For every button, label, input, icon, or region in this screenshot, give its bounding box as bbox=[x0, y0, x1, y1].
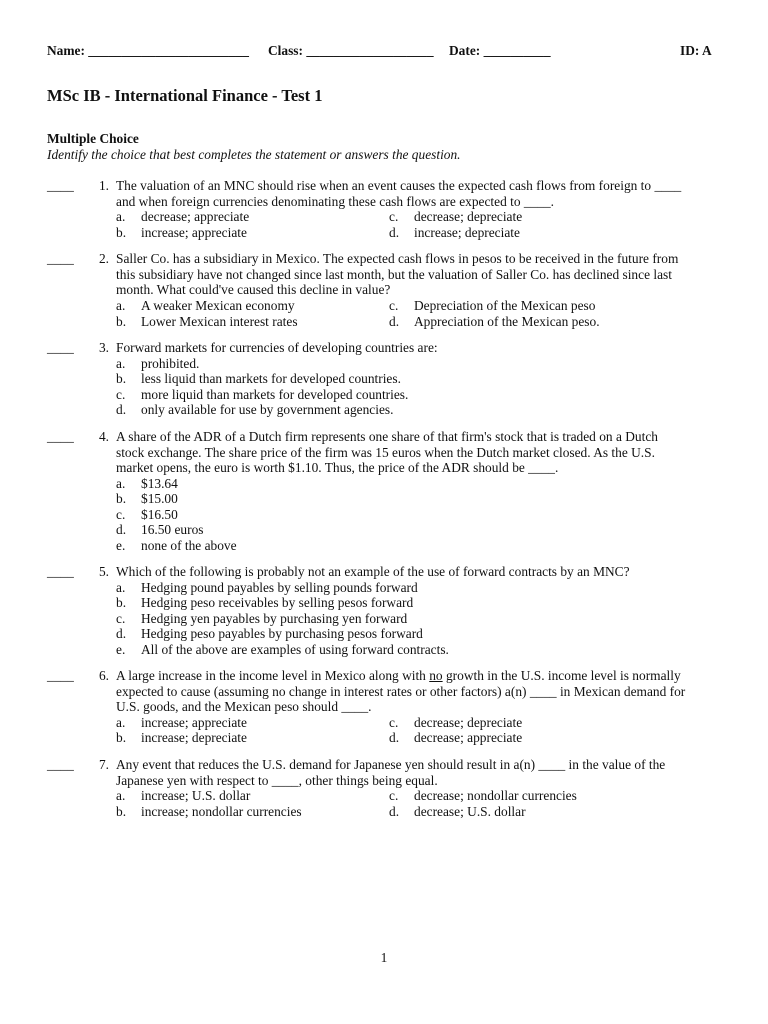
option-text: decrease; depreciate bbox=[414, 714, 523, 730]
option-letter: a. bbox=[116, 714, 126, 730]
answer-blank: ____ bbox=[47, 564, 74, 579]
question-text-line: Forward markets for currencies of developing countries are: bbox=[116, 340, 438, 355]
options-grid bbox=[116, 298, 719, 330]
option-text: decrease; U.S. dollar bbox=[414, 803, 526, 819]
option-letter: b. bbox=[116, 314, 127, 329]
question-text-line: Any event that reduces the U.S. demand for Japanese yen should result in a(n) ____ in the value of the bbox=[116, 757, 666, 772]
option-text: 16.50 euros bbox=[141, 522, 204, 537]
question-number: 4. bbox=[98, 429, 109, 444]
option-letter: d. bbox=[389, 314, 400, 329]
option-letter: c. bbox=[116, 386, 126, 402]
option-letter: c. bbox=[389, 297, 399, 313]
question-number: 2. bbox=[98, 251, 109, 266]
section-instructions: Identify the choice that best completes the statement or answers the question. bbox=[47, 147, 461, 162]
question-text-line: U.S. goods, and the Mexican peso should ____. bbox=[116, 699, 372, 714]
option-letter: a. bbox=[116, 475, 126, 491]
option-letter: a. bbox=[116, 579, 126, 595]
question-body bbox=[116, 429, 719, 553]
question-body bbox=[116, 251, 719, 330]
option-text: only available for use by government agencies. bbox=[141, 402, 394, 417]
question-text-line: this subsidiary have not changed since last month, but the valuation of Saller Co. has declined since last bbox=[116, 266, 672, 282]
question-body bbox=[116, 668, 719, 746]
question-text-line: Japanese yen with respect to ____, other things being equal. bbox=[116, 772, 438, 788]
question-text-segment: growth in the U.S. income level is normally bbox=[442, 668, 681, 683]
option-text: $15.00 bbox=[141, 491, 178, 506]
option-letter: c. bbox=[389, 714, 399, 730]
options-grid bbox=[116, 715, 719, 746]
question-text-line: Saller Co. has a subsidiary in Mexico. The expected cash flows in pesos to be received in the future from bbox=[116, 251, 679, 266]
options-list bbox=[116, 476, 719, 554]
option-text: less liquid than markets for developed countries. bbox=[141, 371, 401, 386]
option-text: decrease; nondollar currencies bbox=[414, 788, 577, 803]
answer-blank: ____ bbox=[47, 251, 74, 266]
option-letter: c. bbox=[116, 506, 126, 522]
document-title: MSc IB - International Finance - Test 1 bbox=[47, 86, 323, 105]
section-title: Multiple Choice bbox=[47, 131, 139, 146]
question-text-line: The valuation of an MNC should rise when an event causes the expected cash flows from foreign to ____ bbox=[116, 178, 682, 193]
date-field-label: Date: __________ bbox=[449, 43, 551, 58]
question-text-line: Which of the following is probably not an example of the use of forward contracts by an MNC? bbox=[116, 564, 630, 579]
option-text: $13.64 bbox=[141, 475, 178, 491]
answer-blank: ____ bbox=[47, 178, 74, 193]
question-number: 6. bbox=[98, 668, 109, 683]
question-text-line: market opens, the euro is worth $1.10. Thus, the price of the ADR should be ____. bbox=[116, 460, 559, 475]
question-body bbox=[116, 564, 719, 657]
option-letter: a. bbox=[116, 355, 126, 371]
option-text: increase; depreciate bbox=[414, 224, 520, 240]
option-letter: c. bbox=[116, 610, 126, 626]
answer-blank: ____ bbox=[47, 340, 74, 355]
question-text-line bbox=[116, 668, 719, 684]
name-field-label: Name: ________________________ bbox=[47, 43, 249, 58]
option-letter: e. bbox=[116, 537, 126, 553]
question-body bbox=[116, 178, 719, 240]
question-text-line: and when foreign currencies denominating these cash flows are expected to ____. bbox=[116, 193, 555, 209]
option-letter: d. bbox=[116, 402, 127, 417]
option-text: Appreciation of the Mexican peso. bbox=[414, 314, 600, 329]
option-text: increase; nondollar currencies bbox=[141, 803, 302, 819]
question-number: 3. bbox=[98, 340, 109, 355]
option-text: increase; depreciate bbox=[141, 730, 247, 745]
option-letter: e. bbox=[116, 641, 126, 657]
option-letter: c. bbox=[389, 209, 399, 224]
header-line bbox=[47, 43, 719, 61]
options-list bbox=[116, 356, 719, 418]
options-grid bbox=[116, 788, 719, 819]
option-text: Hedging yen payables by purchasing yen forward bbox=[141, 610, 408, 626]
option-text: All of the above are examples of using forward contracts. bbox=[141, 641, 449, 657]
option-letter: b. bbox=[116, 371, 127, 386]
options-list bbox=[116, 580, 719, 658]
option-letter: d. bbox=[116, 522, 127, 537]
option-letter: b. bbox=[116, 803, 127, 819]
option-text: decrease; depreciate bbox=[414, 209, 523, 224]
option-letter: a. bbox=[116, 788, 126, 803]
question-text-line: stock exchange. The share price of the firm was 15 euros when the Dutch market closed. As the U.S. bbox=[116, 444, 655, 460]
option-text: none of the above bbox=[141, 537, 237, 553]
option-text: more liquid than markets for developed countries. bbox=[141, 386, 409, 402]
question-body bbox=[116, 340, 719, 418]
option-text: $16.50 bbox=[141, 506, 178, 522]
question-body bbox=[116, 757, 719, 819]
option-text: Hedging pound payables by selling pounds forward bbox=[141, 579, 418, 595]
option-text: A weaker Mexican economy bbox=[141, 297, 295, 313]
option-letter: d. bbox=[389, 803, 400, 819]
answer-blank: ____ bbox=[47, 429, 74, 444]
test-id-label: ID: A bbox=[680, 43, 712, 58]
option-text: Lower Mexican interest rates bbox=[141, 314, 298, 329]
option-text: decrease; appreciate bbox=[414, 730, 523, 745]
question-text-segment: A large increase in the income level in Mexico along with bbox=[116, 668, 430, 683]
question-number: 1. bbox=[98, 178, 109, 193]
option-letter: b. bbox=[116, 730, 127, 745]
option-letter: d. bbox=[389, 224, 400, 240]
option-letter: d. bbox=[116, 626, 127, 641]
option-text: Depreciation of the Mexican peso bbox=[414, 297, 596, 313]
question-text-line: A share of the ADR of a Dutch firm represents one share of that firm's stock that is traded on a Dutch bbox=[116, 429, 658, 444]
class-field-label: Class: ___________________ bbox=[268, 43, 434, 58]
answer-blank: ____ bbox=[47, 668, 74, 683]
option-text: increase; appreciate bbox=[141, 224, 247, 240]
option-text: prohibited. bbox=[141, 355, 200, 371]
option-text: Hedging peso receivables by selling pesos forward bbox=[141, 595, 414, 610]
option-text: decrease; appreciate bbox=[141, 209, 250, 224]
option-letter: b. bbox=[116, 491, 127, 506]
question-number: 7. bbox=[98, 757, 109, 772]
emphasized-word: no bbox=[429, 668, 443, 683]
question-number: 5. bbox=[98, 564, 109, 579]
question-text-line: month. What could've caused this decline in value? bbox=[116, 282, 391, 297]
option-letter: b. bbox=[116, 595, 127, 610]
answer-blank: ____ bbox=[47, 757, 74, 772]
option-letter: d. bbox=[389, 730, 400, 745]
option-letter: c. bbox=[389, 788, 399, 803]
page-number: 1 bbox=[380, 950, 388, 965]
option-letter: a. bbox=[116, 209, 126, 224]
options-grid bbox=[116, 209, 719, 240]
option-text: increase; U.S. dollar bbox=[141, 788, 251, 803]
option-text: Hedging peso payables by purchasing pesos forward bbox=[141, 626, 423, 641]
option-letter: b. bbox=[116, 224, 127, 240]
question-text-line: expected to cause (assuming no change in interest rates or other factors) a(n) ____ in Mexican demand for bbox=[116, 683, 686, 699]
option-text: increase; appreciate bbox=[141, 714, 247, 730]
option-letter: a. bbox=[116, 297, 126, 313]
